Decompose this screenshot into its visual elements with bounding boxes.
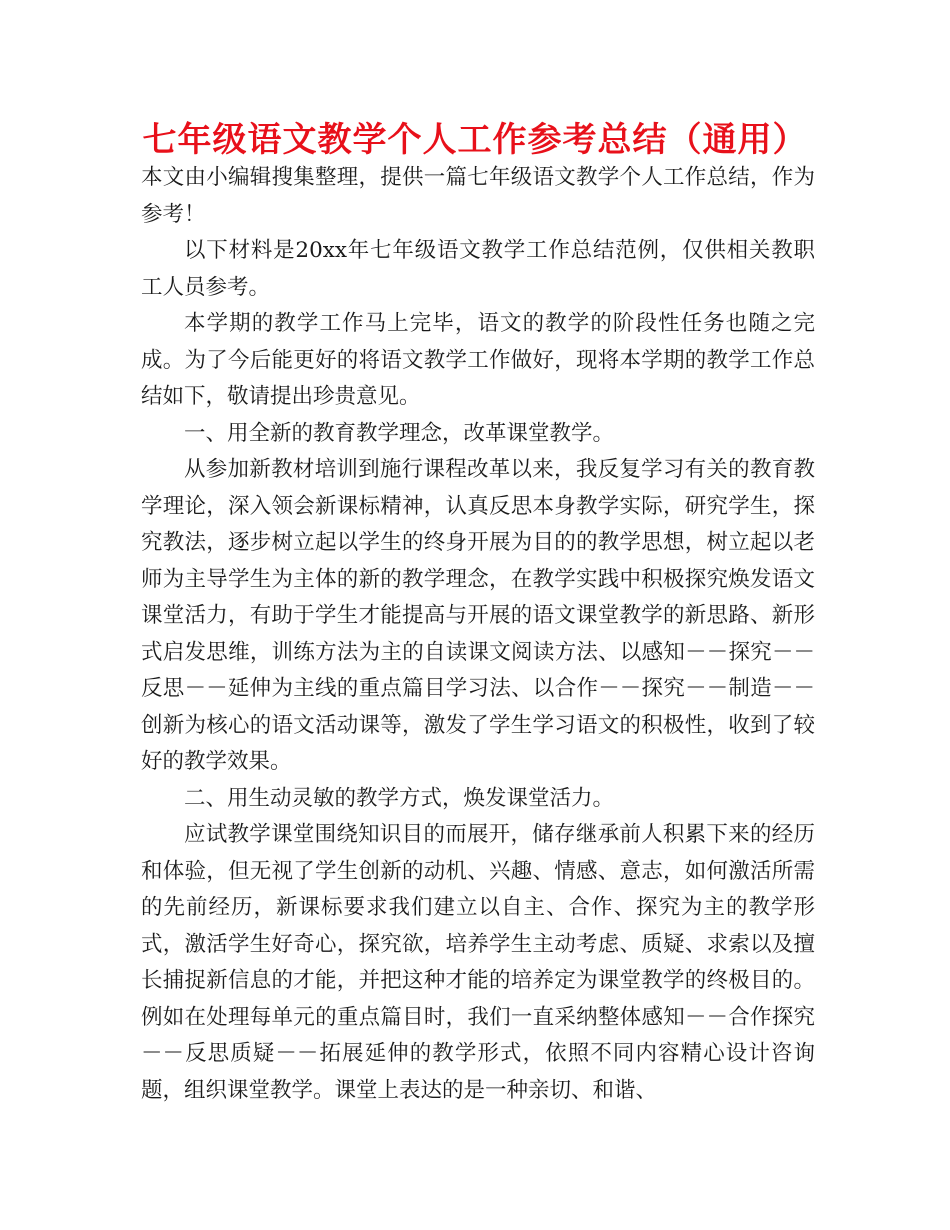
document-title: 七年级语文教学个人工作参考总结（通用） <box>142 120 808 160</box>
paragraph-section-two: 应试教学课堂围绕知识目的而展开，储存继承前人积累下来的经历和体验，但无视了学生创新的动机、兴趣、情感、意志，如何激活所需的先前经历，新课标要求我们建立以自主、合作、探究为主的教学形式，激活学生好奇心，探究欲，培养学生主动考虑、质疑、求索以及擅长捕捉新信息的才能，并把这种才能的培养定为课堂教学的终极目的。例如在处理每单元的重点篇目时，我们一直采纳整体感知－－合作探究－－反思质疑－－拓展延伸的教学形式，依照不同内容精心设计咨询题，组织课堂教学。课堂上表达的是一种亲切、和谐、 <box>141 822 815 1103</box>
paragraph-intro: 本文由小编辑搜集整理，提供一篇七年级语文教学个人工作总结，作为参考！ <box>141 165 815 227</box>
section-heading-one: 一、用全新的教育教学理念，改革课堂教学。 <box>184 420 615 446</box>
paragraph-reference-note: 以下材料是20xx年七年级语文教学工作总结范例，仅供相关教职工人员参考。 <box>141 238 815 300</box>
section-heading-two: 二、用生动灵敏的教学方式，焕发课堂活力。 <box>184 785 615 811</box>
paragraph-summary-opening: 本学期的教学工作马上完毕，语文的教学的阶段性任务也随之完成。为了今后能更好的将语文教学工作做好，现将本学期的教学工作总结如下，敬请提出珍贵意见。 <box>141 311 815 409</box>
paragraph-section-one: 从参加新教材培训到施行课程改革以来，我反复学习有关的教育教学理论，深入领会新课标精神，认真反思本身教学实际，研究学生，探究教法，逐步树立起以学生的终身开展为目的的教学思想，树立起以老师为主导学生为主体的新的教学理念，在教学实践中积极探究焕发语文课堂活力，有助于学生才能提高与开展的语文课堂教学的新思路、新形式启发思维，训练方法为主的自读课文阅读方法、以感知－－探究－－反思－－延伸为主线的重点篇目学习法、以合作－－探究－－制造－－创新为核心的语文活动课等，激发了学生学习语文的积极性，收到了较好的教学效果。 <box>141 457 815 774</box>
document-body <box>141 160 815 1109</box>
